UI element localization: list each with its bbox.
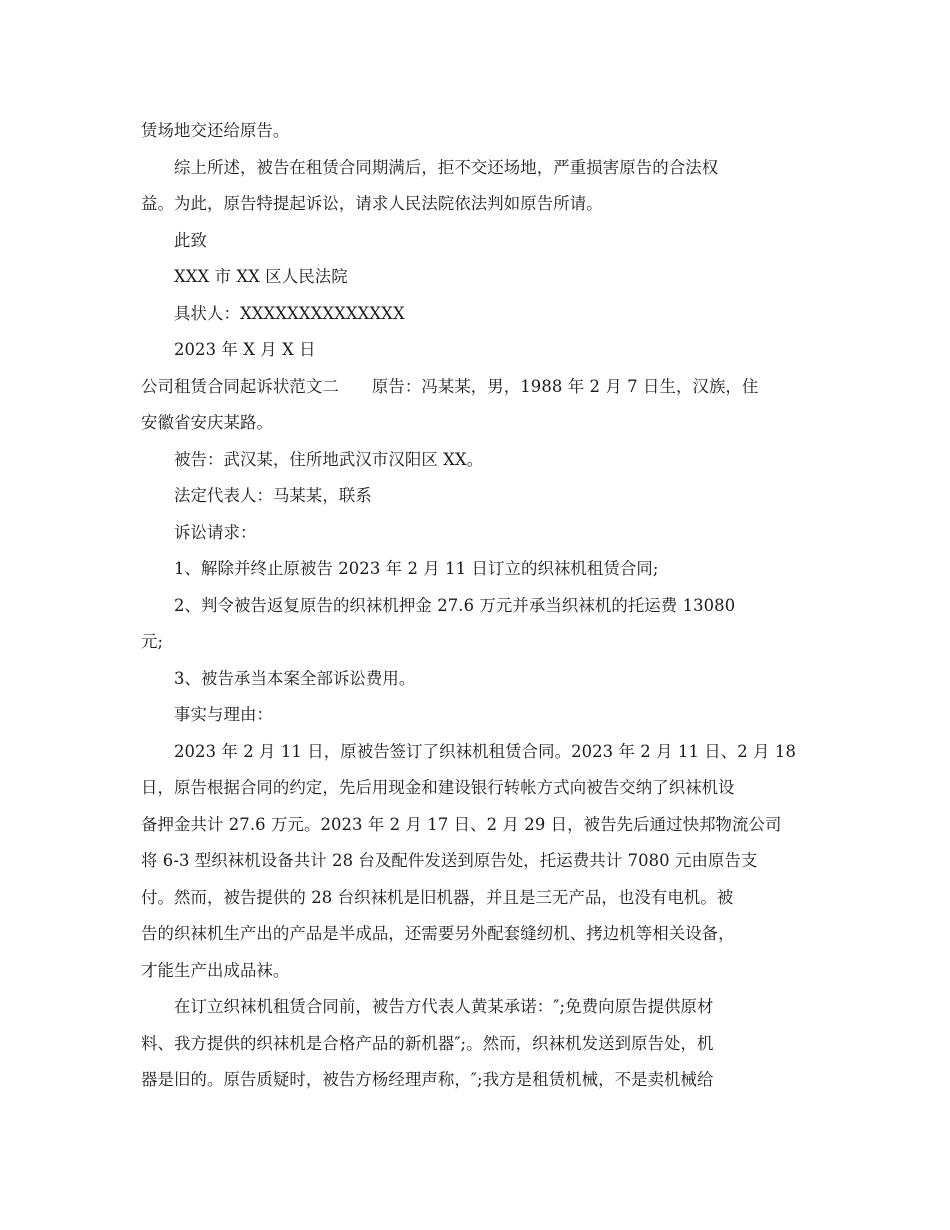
text-line: 此致 (174, 230, 207, 250)
text-line: 将 6-3 型织袜机设备共计 28 台及配件发送到原告处，托运费共计 7080 元由原告支 (141, 851, 758, 870)
text-line: 元; (141, 632, 164, 651)
text-line: 2023 年 2 月 11 日，原被告签订了织袜机租赁合同。2023 年 2 月 11 日、2 月 18 (174, 741, 796, 761)
text-line: 日，原告根据合同的约定，先后用现金和建设银行转帐方式向被告交纳了织袜机设 (141, 778, 735, 797)
text-line: 法定代表人：马某某，联系 (174, 486, 372, 505)
text-line: 付。然而，被告提供的 28 台织袜机是旧机器，并且是三无产品，也没有电机。被 (141, 887, 734, 907)
text-line: 综上所述，被告在租赁合同期满后，拒不交还场地，严重损害原告的合法权 (174, 157, 719, 177)
text-line: 赁场地交还给原告。 (141, 121, 290, 140)
text-line: 公司租赁合同起诉状范文二 原告：冯某某，男，1988 年 2 月 7 日生，汉族，住 (141, 376, 759, 396)
text-line: 安徽省安庆某路。 (141, 413, 273, 432)
text-line: 2023 年 X 月 X 日 (174, 340, 316, 359)
text-line: 2、判令被告返复原告的织袜机押金 27.6 万元并承当织袜机的托运费 13080 (174, 595, 736, 615)
text-line: 诉讼请求： (174, 522, 257, 542)
text-line: 料、我方提供的织袜机是合格产品的新机器″;。然而，织袜机发送到原告处，机 (141, 1033, 714, 1053)
text-line: 1、解除并终止原被告 2023 年 2 月 11 日订立的织袜机租赁合同; (174, 559, 659, 578)
text-line: 才能生产出成品袜。 (141, 960, 290, 980)
text-line: XXX 市 XX 区人民法院 (174, 267, 348, 286)
text-line: 器是旧的。原告质疑时，被告方杨经理声称，″;我方是租赁机械，不是卖机械给 (141, 1070, 714, 1089)
text-line: 告的织袜机生产出的产品是半成品，还需要另外配套缝纫机、拷边机等相关设备， (141, 924, 735, 943)
text-line: 在订立织袜机租赁合同前，被告方代表人黄某承诺：″;免费向原告提供原材 (174, 997, 714, 1016)
text-line: 具状人：XXXXXXXXXXXXXX (174, 303, 405, 323)
text-line: 备押金共计 27.6 万元。2023 年 2 月 17 日、2 月 29 日，被告先后通过快邦物流公司 (141, 814, 782, 834)
text-line: 被告：武汉某，住所地武汉市汉阳区 XX。 (174, 449, 484, 469)
text-line: 3、被告承当本案全部诉讼费用。 (174, 668, 416, 688)
text-line: 事实与理由： (174, 705, 273, 724)
document-body (141, 113, 813, 1099)
text-line: 益。为此，原告特提起诉讼，请求人民法院依法判如原告所请。 (141, 194, 603, 213)
